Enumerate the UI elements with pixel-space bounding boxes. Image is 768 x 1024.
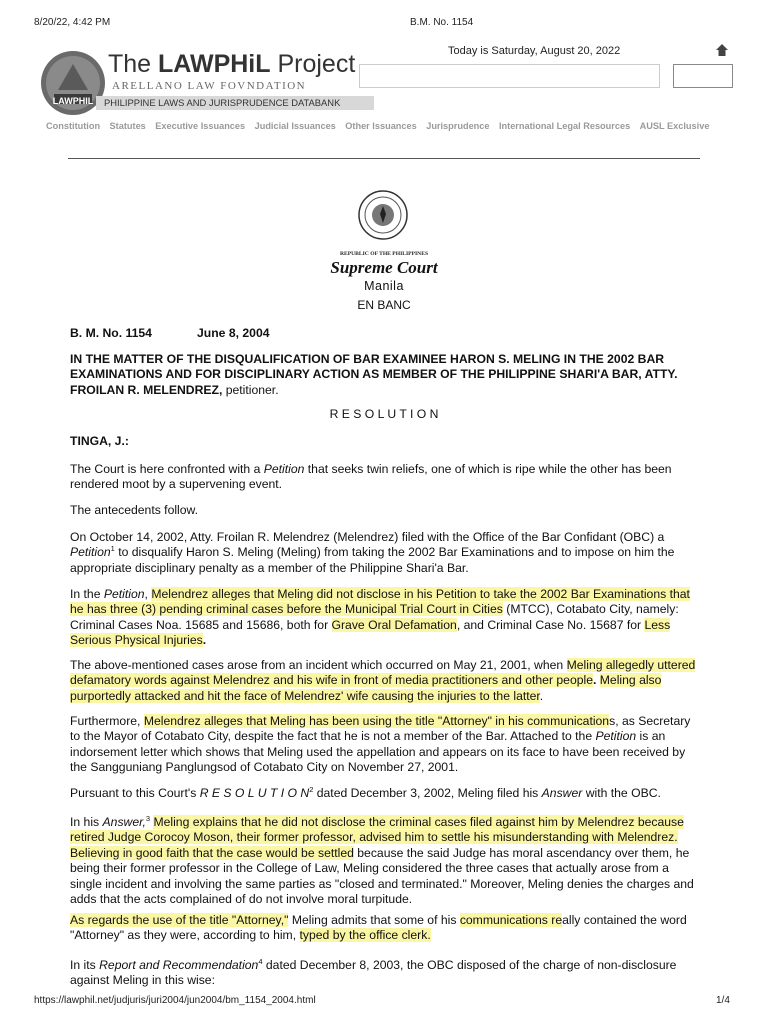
paragraph-4: In the Petition, Melendrez alleges that Meling did not disclose in his Petition to take the 2002 Bar Examinations that he has three (3) pending criminal cases before the Municipal Trial Court in Cities (MTCC), Cotabato City, namely: Criminal Cases Noa. 15685 and 15686, both for Grave Oral Defamation, and Criminal Case No. 15687 for Less Serious Physical Injuries. (70, 587, 690, 648)
nav-other-issuances[interactable]: Other Issuances (345, 121, 417, 131)
site-foundation: ARELLANO LAW FOVNDATION (112, 80, 307, 92)
paragraph-8: In his Answer,$^3$ Meling explains that he did not disclose the criminal cases filed against him by Melendrez because retired Judge Corocoy Moson, their former professor, advised him to settle his misunderstanding with Melendrez. Believing in good faith that the case would be settled because the said Judge has moral ascendancy over them, he being their former professor in the College of Law, Meling considered the three cases that actually arose from a single incident and involving the same parties as "closed and terminated." Moreover, Meling denies the charges and adds that the acts complained of do not involve moral turpitude. (70, 813, 694, 907)
supreme-court-seal-icon (358, 190, 408, 240)
search-button[interactable] (673, 64, 733, 88)
print-url[interactable]: https://lawphil.net/judjuris/juri2004/jun2004/bm_1154_2004.html (34, 995, 316, 1006)
nav-statutes[interactable]: Statutes (109, 121, 146, 131)
paragraph-5: The above-mentioned cases arose from an incident which occurred on May 21, 2001, when Meling allegedly uttered defamatory words against Melendrez and his wife in front of media practitioners and other people. Meling also purportedly attacked and hit the face of Melendrez' wife causing the injuries to the latter. (70, 658, 696, 703)
print-page-number: 1/4 (716, 995, 730, 1006)
highlight: Meling allegedly uttered defamatory words against Melendrez and his wife in front of media practitioners and other people (70, 658, 696, 688)
site-header (38, 46, 368, 116)
today-date: Today is Saturday, August 20, 2022 (448, 45, 621, 57)
nav-international-legal-resources[interactable]: International Legal Resources (498, 121, 631, 131)
court-name: Supreme Court (330, 258, 438, 277)
highlight: communications re (459, 913, 563, 927)
highlight: Less Serious Physical Injuries (70, 617, 671, 648)
site-tagline: PHILIPPINE LAWS AND JURISPRUDENCE DATABANK (96, 96, 374, 110)
nav-jurisprudence[interactable]: Jurisprudence (426, 121, 490, 131)
highlight: typed by the office clerk. (299, 928, 431, 943)
resolution-heading: R E S O L U T I O N (329, 407, 439, 421)
seal-text: LAWPHIL (52, 96, 94, 106)
paragraph-2: The antecedents follow. (70, 503, 199, 517)
search-input[interactable] (359, 64, 660, 88)
header-divider (68, 158, 700, 159)
print-doc-title: B.M. No. 1154 (410, 17, 474, 28)
republic-label: REPUBLIC OF THE PHILIPPINES (339, 251, 429, 257)
site-title-suffix: Project (270, 50, 356, 78)
case-caption-rest: petitioner. (222, 382, 279, 397)
nav-executive-issuances[interactable]: Executive Issuances (155, 121, 246, 131)
site-title-brand: LAWPHiL (158, 50, 271, 78)
case-date: June 8, 2004 (197, 326, 270, 340)
paragraph-10: In its Report and Recommendation$^4$ dated December 8, 2003, the OBC disposed of the charge of non-disclosure against Meling in this wise: (70, 956, 677, 988)
case-number: B. M. No. 1154 (70, 326, 152, 340)
print-datetime: 8/20/22, 4:42 PM (34, 17, 111, 28)
nav-judicial-issuances[interactable]: Judicial Issuances (254, 121, 336, 131)
court-division: EN BANC (357, 298, 411, 312)
highlight: As regards the use of the title "Attorney," (70, 913, 289, 927)
nav-ausl-exclusive[interactable]: AUSL Exclusive (639, 121, 710, 131)
highlight: Melendrez alleges that Meling did not disclose in his Petition to take the 2002 Bar Examinations that he has three (3) pending criminal cases before the Municipal Trial Court in Cities (70, 587, 690, 617)
site-nav (46, 116, 746, 134)
case-caption (70, 352, 700, 398)
paragraph-1: The Court is here confronted with a Petition that seeks twin reliefs, one of which is ripe while the other has been rendered moot by a supervening event. (70, 462, 672, 492)
site-title-prefix: The (108, 50, 159, 78)
court-city: Manila (364, 279, 404, 293)
highlight: Melendrez alleges that Meling has been using the title "Attorney" in his communication (143, 714, 610, 728)
site-title[interactable] (108, 50, 355, 79)
highlight: Meling explains that he did not disclose the criminal cases filed against him by Melendrez because retired Judge Corocoy Moson, their former professor, advised him to settle his misunderstanding with Melendrez. Believing in good faith that the case would be settled (70, 815, 684, 860)
nav-constitution[interactable]: Constitution (46, 121, 101, 131)
paragraph-6: Furthermore, Melendrez alleges that Meling has been using the title "Attorney" in his communications, as Secretary to the Mayor of Cotabato City, despite the fact that he is not a member of the Bar. Attached to the Petition is an indorsement letter which shows that Meling used the appellation and appears on its face to have been received by the Sangguniang Panglungsod of Cotabato City on November 27, 2001. (70, 714, 691, 775)
paragraph-9: As regards the use of the title "Attorney," Meling admits that some of his communications really contained the word "Attorney" as they were, according to him, typed by the office clerk. (70, 913, 687, 943)
ponente: TINGA, J.: (70, 434, 129, 448)
highlight: Grave Oral Defamation (331, 617, 457, 632)
paragraph-3: On October 14, 2002, Atty. Froilan R. Melendrez (Melendrez) filed with the Office of the Bar Confidant (OBC) a Petition$^1$ to disqualify Haron S. Meling (Meling) from taking the 2002 Bar Examinations and to impose on him the appropriate disciplinary penalty as a member of the Philippine Shari'a Bar. (70, 530, 675, 575)
home-icon[interactable] (715, 43, 729, 57)
paragraph-7: Pursuant to this Court's R E S O L U T I O $N^2$ dated December 3, 2002, Meling filed his Answer with the OBC. (70, 784, 661, 800)
case-caption-bold: IN THE MATTER OF THE DISQUALIFICATION OF BAR EXAMINEE HARON S. MELING IN THE 2002 BAR EXAMINATIONS AND FOR DISCIPLINARY ACTION AS MEMBER OF THE PHILIPPINE SHARI'A BAR, ATTY. FROILAN R. MELENDREZ, (70, 352, 678, 397)
highlight: Meling also purportedly attacked and hit the face of Melendrez' wife causing the injuries to the latter (70, 673, 662, 703)
